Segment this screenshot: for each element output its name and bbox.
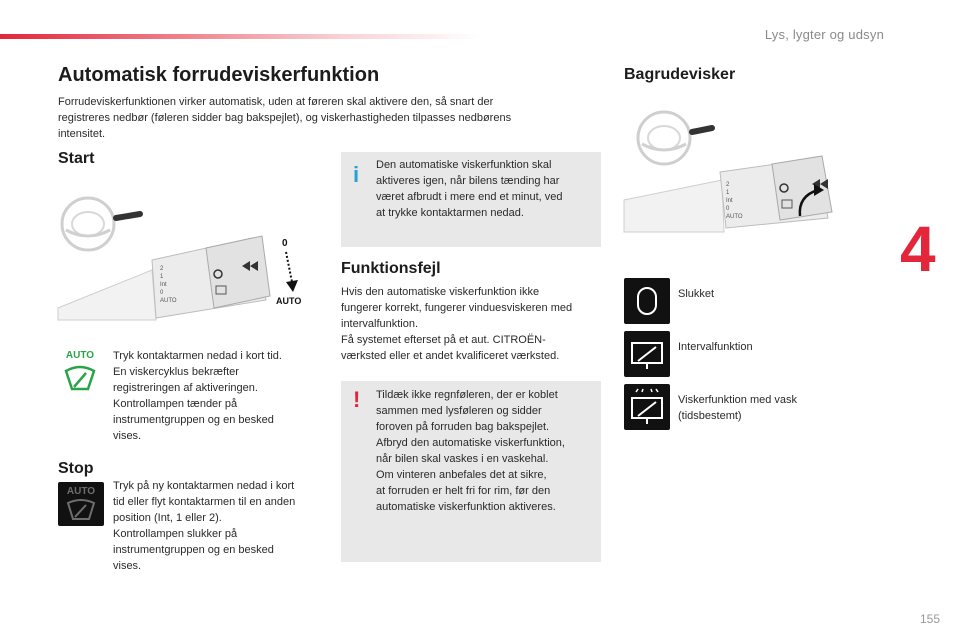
down-arrow-icon [286,252,298,292]
fault-heading: Funktionsfejl [341,260,441,277]
svg-text:AUTO: AUTO [276,296,302,306]
auto-wiper-indicator-icon: AUTO [58,350,102,400]
warning-icon: ! [353,387,361,412]
svg-text:AUTO: AUTO [160,298,177,304]
svg-text:2: 2 [160,266,164,272]
rear-stalk-illustration [622,100,842,240]
start-text: Tryk kontaktarmen nedad i kort tid. En viskercyklus bekræfter registreringen af aktiveringen. Kontrollampen tænder på instrumentgruppen og en besked vises. [113,350,282,442]
mode-wash-label: Viskerfunktion med vask (tidsbestemt) [678,394,798,422]
svg-text:AUTO: AUTO [726,214,743,220]
warning-text: Tildæk ikke regnføleren, der er koblet sammen med lysføleren og sidder foroven på forruden bag bakspejlet. Afbryd den automatiske viskerfunktion, når bilen skal vaskes i en vaskehal. Om vinteren anbefales det at sikre, at forruden er helt fri for rim, før den automatiske viskerfunktion aktiveres. [376,389,565,513]
steering-wheel-icon [638,112,712,164]
svg-text:0: 0 [726,206,730,212]
off-icon [624,278,670,324]
fault-text: Hvis den automatiske viskerfunktion ikke fungerer korrekt, fungerer vinduesviskeren med intervalfunktion. Få systemet efterset på et aut. CITROËN- værksted eller et andet kvalificeret værksted. [341,286,573,362]
svg-text:0: 0 [282,238,288,249]
start-stalk-illustration [56,190,316,325]
mode-interval-label: Intervalfunktion [678,341,753,353]
info-icon: i [353,162,360,187]
stop-heading: Stop [58,460,94,477]
start-heading: Start [58,150,95,167]
rear-wiper-heading: Bagrudevisker [624,66,736,83]
svg-text:1: 1 [160,274,164,280]
rear-wiper-icon [624,331,670,377]
info-text: Den automatiske viskerfunktion skal aktiveres igen, når bilens tænding har været afbrudt i mere end et minut, ved at trykke kontaktarmen nedad. [376,159,563,219]
page-number: 155 [919,612,940,626]
page-title: Automatisk forrudeviskerfunktion [58,64,380,86]
svg-text:1: 1 [726,190,730,196]
intro-text: Forrudeviskerfunktionen virker automatisk, uden at føreren skal aktivere den, så snart der registreres nedbør (føleren sidder bag bakspejlet), og viskerhastigheden tilpasses nedbørens intensitet. [58,96,512,140]
section-title: Lys, lygter og udsyn [764,27,884,42]
svg-text:Int: Int [726,198,733,204]
chapter-number: 4 [900,213,936,285]
steering-wheel-icon [62,198,140,250]
stop-text: Tryk på ny kontaktarmen nedad i kort tid eller flyt kontaktarmen til en anden position (Int, 1 eller 2). Kontrollampen slukker på instrumentgruppen og en besked vises. [113,480,296,572]
header-accent-bar [0,34,480,39]
auto-wiper-off-indicator-icon: AUTO [58,482,104,526]
rear-wash-icon [624,384,670,430]
svg-text:2: 2 [726,182,730,188]
svg-text:Int: Int [160,282,167,288]
info-box [341,152,601,247]
svg-text:0: 0 [160,290,164,296]
mode-off-label: Slukket [678,288,715,300]
warning-box [341,381,601,562]
